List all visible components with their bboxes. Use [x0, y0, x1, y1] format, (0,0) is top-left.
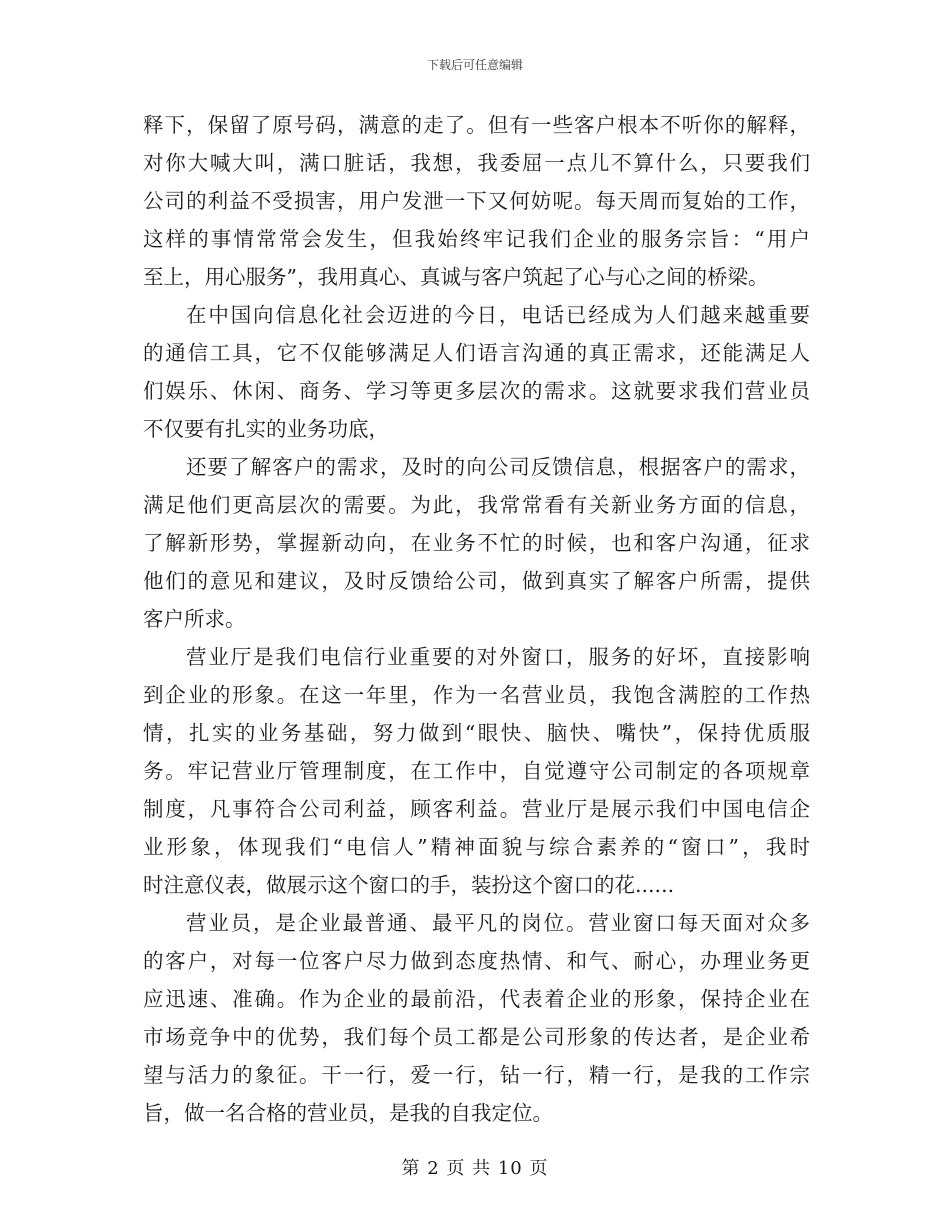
paragraph [143, 296, 810, 448]
text-line: 时注意仪表，做展示这个窗口的手，装扮这个窗口的花...... [143, 873, 675, 897]
paragraph [143, 904, 810, 1132]
paragraph [143, 448, 810, 638]
text-line: 情，扎实的业务基础，努力做到“眼快、脑快、嘴快”，保持优质服 [143, 721, 810, 745]
text-line: 公司的利益不受损害，用户发泄一下又何妨呢。每天周而复始的工作， [143, 189, 810, 213]
text-line: 还要了解客户的需求，及时的向公司反馈信息，根据客户的需求， [186, 455, 810, 479]
text-line: 应迅速、准确。作为企业的最前沿，代表着企业的形象，保持企业在 [143, 987, 810, 1011]
text-line: 他们的意见和建议，及时反馈给公司，做到真实了解客户所需，提供 [143, 569, 810, 593]
text-line: 了解新形势，掌握新动向，在业务不忙的时候，也和客户沟通，征求 [143, 531, 810, 555]
paragraph [143, 106, 810, 296]
text-line: 对你大喊大叫，满口脏话，我想，我委屈一点儿不算什么，只要我们 [143, 151, 810, 175]
text-line: 释下，保留了原号码，满意的走了。但有一些客户根本不听你的解释， [143, 113, 810, 137]
text-line: 旨，做一名合格的营业员，是我的自我定位。 [143, 1101, 553, 1125]
text-line: 营业厅是我们电信行业重要的对外窗口，服务的好坏，直接影响 [186, 645, 810, 669]
text-line: 客户所求。 [143, 607, 246, 631]
text-line: 市场竞争中的优势，我们每个员工都是公司形象的传达者，是企业希 [143, 1025, 810, 1049]
page-number: 第 2 页 共 10 页 [401, 1158, 549, 1179]
text-line: 满足他们更高层次的需要。为此，我常常看有关新业务方面的信息， [143, 493, 810, 517]
text-line: 到企业的形象。在这一年里，作为一名营业员，我饱含满腔的工作热 [143, 683, 810, 707]
text-line: 制度，凡事符合公司利益，顾客利益。营业厅是展示我们中国电信企 [143, 797, 810, 821]
text-line: 务。牢记营业厅管理制度，在工作中，自觉遵守公司制定的各项规章 [143, 759, 810, 783]
page-header-note: 下载后可任意编辑 [426, 58, 523, 72]
text-line: 不仅要有扎实的业务功底， [143, 417, 389, 441]
text-line: 至上，用心服务”，我用真心、真诚与客户筑起了心与心之间的桥梁。 [143, 265, 769, 289]
text-line: 营业员，是企业最普通、最平凡的岗位。营业窗口每天面对众多 [186, 911, 810, 935]
paragraph [143, 638, 810, 904]
text-line: 的客户，对每一位客户尽力做到态度热情、和气、耐心，办理业务更 [143, 949, 810, 973]
text-line: 的通信工具，它不仅能够满足人们语言沟通的真正需求，还能满足人 [143, 341, 810, 365]
text-line: 望与活力的象征。干一行，爱一行，钻一行，精一行，是我的工作宗 [143, 1063, 810, 1087]
text-line: 在中国向信息化社会迈进的今日，电话已经成为人们越来越重要 [186, 303, 810, 327]
text-line: 业形象，体现我们“电信人”精神面貌与综合素养的“窗口”，我时 [143, 835, 810, 859]
document-body [143, 106, 810, 1132]
text-line: 们娱乐、休闲、商务、学习等更多层次的需求。这就要求我们营业员 [143, 379, 810, 403]
text-line: 这样的事情常常会发生，但我始终牢记我们企业的服务宗旨：“用户 [143, 227, 810, 251]
